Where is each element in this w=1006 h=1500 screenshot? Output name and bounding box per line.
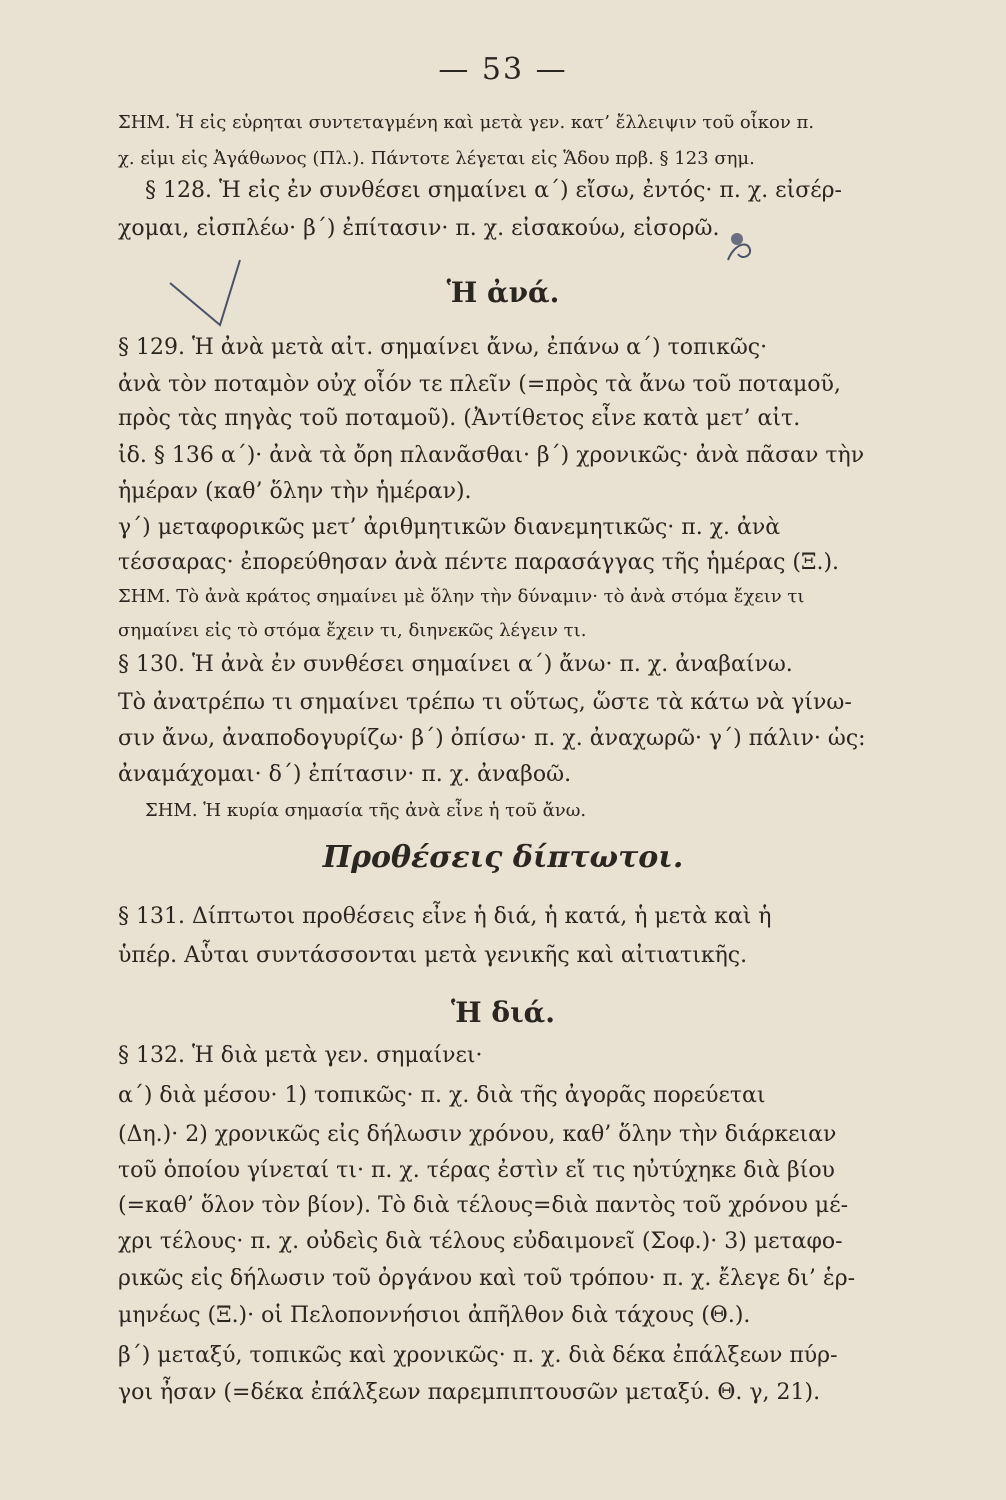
text-line: γοι ἦσαν (=δέκα ἐπάλξεων παρεμπιπτουσῶν μεταξύ. Θ. γ, 21). — [118, 1380, 821, 1405]
text-line: ΣΗΜ. Ἡ εἰς εὑρηται συντεταγμένη καὶ μετὰ γεν. κατ’ ἔλλειψιν τοῦ οἶκον π. — [118, 112, 815, 133]
text-line: σημαίνει εἰς τὸ στόμα ἔχειν τι, διηνεκῶς λέγειν τι. — [118, 620, 587, 641]
text-line: α΄) διὰ μέσου· 1) τοπικῶς· π. χ. διὰ τῆς ἀγορᾶς πορεύεται — [118, 1083, 766, 1108]
text-line: ρικῶς εἰς δήλωσιν τοῦ ὀργάνου καὶ τοῦ τρόπου· π. χ. ἔλεγε δι’ ἑρ- — [118, 1266, 856, 1291]
text-line: ΣΗΜ. Ἡ κυρία σημασία τῆς ἀνὰ εἶνε ἡ τοῦ ἄνω. — [145, 800, 587, 821]
text-line: ἀνὰ τὸν ποταμὸν οὐχ οἷόν τε πλεῖν (=πρὸς τὰ ἄνω τοῦ ποταμοῦ, — [118, 372, 841, 397]
text-line: χρι τέλους· π. χ. οὐδεὶς διὰ τέλους εὐδαιμονεῖ (Σοφ.)· 3) μεταφο- — [118, 1229, 843, 1254]
section-heading: Ἡ διά. — [451, 996, 555, 1029]
text-line: γ΄) μεταφορικῶς μετ’ ἀριθμητικῶν διανεμητικῶς· π. χ. ἀνὰ — [118, 515, 781, 540]
text-line: ἡμέραν (καθ’ ὅλην τὴν ἡμέραν). — [118, 479, 472, 504]
text-line: μηνέως (Ξ.)· οἱ Πελοποννήσιοι ἀπῆλθον διὰ τάχους (Θ.). — [118, 1303, 751, 1328]
text-line: πρὸς τὰς πηγὰς τοῦ ποταμοῦ). (Ἀντίθετος εἶνε κατὰ μετ’ αἰτ. — [118, 406, 801, 431]
text-line: (=καθ’ ὅλον τὸν βίον). Τὸ διὰ τέλους=διὰ παντὸς τοῦ χρόνου μέ- — [118, 1193, 849, 1218]
text-line: ΣΗΜ. Τὸ ἀνὰ κράτος σημαίνει μὲ ὅλην τὴν δύναμιν· τὸ ἀνὰ στόμα ἔχειν τι — [118, 586, 805, 607]
text-line: § 129. Ἡ ἀνὰ μετὰ αἰτ. σημαίνει ἄνω, ἐπάνω α΄) τοπικῶς· — [118, 335, 768, 360]
text-line: ἀναμάχομαι· δ΄) ἐπίτασιν· π. χ. ἀναβοῶ. — [118, 762, 572, 787]
text-line: § 130. Ἡ ἀνὰ ἐν συνθέσει σημαίνει α΄) ἄνω· π. χ. ἀναβαίνω. — [118, 652, 793, 677]
section-title: Προθέσεις δίπτωτοι. — [322, 840, 684, 875]
text-line: τέσσαρας· ἐπορεύθησαν ἀνὰ πέντε παρασάγγας τῆς ἡμέρας (Ξ.). — [118, 550, 840, 575]
text-line: (Δη.)· 2) χρονικῶς εἰς δήλωσιν χρόνου, καθ’ ὅλην τὴν διάρκειαν — [118, 1122, 837, 1147]
section-heading: Ἡ ἀνά. — [446, 276, 560, 309]
text-line: ἰδ. § 136 α΄)· ἀνὰ τὰ ὄρη πλανᾶσθαι· β΄) χρονικῶς· ἀνὰ πᾶσαν τὴν — [118, 443, 865, 468]
text-line: β΄) μεταξύ, τοπικῶς καὶ χρονικῶς· π. χ. διὰ δέκα ἐπάλξεων πύρ- — [118, 1343, 838, 1368]
text-line: § 128. Ἡ εἰς ἐν συνθέσει σημαίνει α΄) εἴσω, ἐντός· π. χ. εἰσέρ- — [145, 178, 842, 203]
pencil-mark-icon — [165, 255, 250, 335]
ink-blot-icon — [720, 222, 760, 267]
text-line: χομαι, εἰσπλέω· β΄) ἐπίτασιν· π. χ. εἰσακούω, εἰσορῶ. — [118, 216, 720, 241]
text-line: χ. εἰμι εἰς Ἀγάθωνος (Πλ.). Πάντοτε λέγεται εἰς Ἅδου πρβ. § 123 σημ. — [118, 148, 755, 169]
text-line: § 131. Δίπτωτοι προθέσεις εἶνε ἡ διά, ἡ κατά, ἡ μετὰ καὶ ἡ — [118, 904, 772, 929]
text-line: σιν ἄνω, ἀναποδογυρίζω· β΄) ὀπίσω· π. χ. ἀναχωρῶ· γ΄) πάλιν· ὡς: — [118, 726, 866, 751]
text-line: § 132. Ἡ διὰ μετὰ γεν. σημαίνει· — [118, 1043, 483, 1068]
text-line: Τὸ ἀνατρέπω τι σημαίνει τρέπω τι οὕτως, ὥστε τὰ κάτω νὰ γίνω- — [118, 690, 852, 715]
page-number: — 53 — — [438, 52, 568, 87]
text-line: ὑπέρ. Αὗται συντάσσονται μετὰ γενικῆς καὶ αἰτιατικῆς. — [118, 943, 748, 968]
text-line: τοῦ ὁποίου γίνεταί τι· π. χ. τέρας ἐστὶν εἴ τις ηὐτύχηκε διὰ βίου — [118, 1158, 835, 1183]
